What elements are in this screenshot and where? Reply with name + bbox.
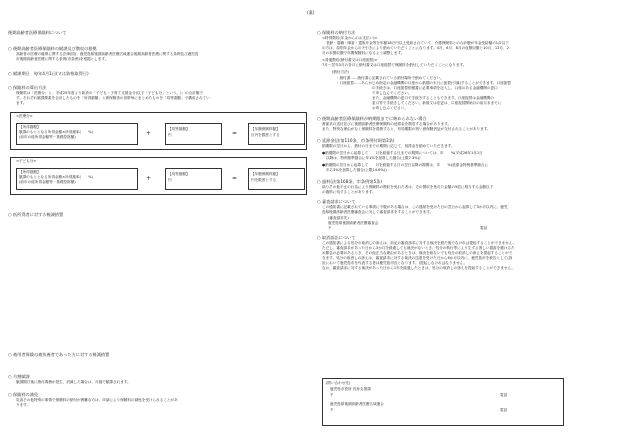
late-fee-bullet-cont: 年7.3%を加算した割合(上限14.6%)): [326, 168, 387, 172]
penalty-line: 偽りその他不正の行為により保険料の徴収を免れた者は、その徴収を免れた金額の5倍に相当する金額以下: [322, 185, 494, 189]
annual-premium-limit: 円を限度とする: [251, 178, 277, 182]
lawsuit-title: ○ 取消訴訟について: [317, 235, 356, 240]
payment-option-debit-line: の手続きは、口座振替依頼書に必要事項を記入し、口座のある金融機関の窓口: [372, 86, 498, 90]
overdue-title: ○ 後期高齢者医療保険料が納期限までに納められない場合: [317, 116, 427, 121]
formula-box-children-label: <子ども分>: [16, 159, 37, 163]
section-basis-line: 市後期高齢者医療に関する条例(市条例)を根拠とします。: [16, 57, 109, 61]
payment-option-debit-line: お申し込みください。: [372, 106, 408, 110]
special-collection-line: の方は、原則年金からの天引きにより納めていただくことになります。4月、6月、8月の仮徴収額と10月、12月、2: [322, 46, 509, 50]
appeal-title: ○ 審査請求について: [317, 199, 356, 204]
section-reduction-line: 災害その他特別の事情で保険料の納付が困難な方は、申請により保険料の減免を受けられることがあ: [16, 398, 178, 402]
late-fee-title: ○ 延滞金(法第110条、市条例付則第3条): [317, 138, 395, 143]
appeal-line: この通知書に記載されている事項に不服がある場合は、この通知を受けた日の翌日から起算して3か月以内に、鹿児: [322, 205, 508, 209]
special-collection-line: 月の本徴収額で年間保険料になるよう調整します。: [322, 51, 405, 55]
appeal-destination-name: 鹿児島県後期高齢者医療審査会: [328, 221, 379, 225]
lawsuit-line: きます。処分の取消しの訴えは、審査請求に対する裁決の送達を受けた日から6か月以内に、鹿児島市を被告として(訴: [322, 256, 513, 260]
per-capita-title: 【均等割額】: [168, 172, 190, 176]
annual-premium-title: 【年額保険料額】: [251, 172, 280, 176]
contact-title: (問い合わせ先): [326, 381, 351, 385]
contact-city-postal: 〒: [330, 393, 334, 397]
income-levy-title: 【所得割額】: [19, 170, 41, 174]
payment-option-debit: ・口座振替……あらかじめ指定の金融機関の口座から納期の末日に振替(引落)することができます。口座振替: [336, 81, 512, 85]
formula-box-medical-label: <医療分>: [16, 114, 33, 118]
section-monthly-levy-title: ○ 月割賦課: [8, 374, 30, 379]
per-capita-amount: 円: [168, 178, 172, 182]
section-reduction-line: ります。: [16, 403, 31, 407]
appeal-line: 島県後期高齢者医療審査会に対して審査請求をすることができます。: [322, 210, 434, 214]
annual-premium-limit: 百円を限度とする: [251, 133, 280, 137]
ordinary-collection-line: 7月～翌年3月の各月に納付書又は口座振替で保険料を納付していただくことになります。: [322, 63, 467, 67]
income-levy-formula: 賦課のもととなる所得金額×所得割率( %): [19, 130, 93, 134]
contact-org-union: 鹿児島県後期高齢者医療広域連合: [330, 402, 384, 406]
lawsuit-line: 訟において鹿児島市を代表する者は鹿児島市長となります。)提起しなければなりません。: [322, 261, 468, 265]
section-calc-title: ○ 保険料の算出方法: [8, 85, 47, 90]
contact-union-postal: 〒: [330, 408, 334, 412]
section-basis-title: ○ 後期高齢者医療保険料の賦課及び徴収の根拠: [8, 46, 97, 51]
late-fee-bullet: ●納期限の翌日から起算して 月を経過する日の翌日以降の期間は、年 %(延滞金特例基準割合に: [322, 163, 489, 167]
income-levy-formula: 賦課のもととなる所得金額×所得割率( %): [19, 175, 93, 179]
section-reduction-title: ○ 保険料の減免: [8, 392, 39, 397]
payment-option-debit-line: で申し込んでください。: [372, 91, 412, 95]
payment-option-debit-line: 窓口等で手続きしてください。新規又は変更は、口座振替開始月の前月末までに: [372, 101, 502, 105]
equals-icon: =: [232, 175, 238, 182]
payment-method-title: ○ 保険料の納付方法: [317, 30, 356, 35]
late-fee-bullet: ●納期限の翌日から起算して 月を経過する日までの期間については、年 %(平成26年1月1日: [322, 151, 483, 155]
lawsuit-line: なお、審査請求に対する裁決があった日から1年を経過したときは、処分の取消しの訴えを提起することができません。: [322, 266, 515, 270]
section-calc-line: す。それぞれ賦課要素を合計したものを「所得割額」と被保険者の世帯毎にまとめたものを「均等割額」で構成されてい: [16, 96, 210, 100]
contact-org-city: 鹿児島市役所 長寿支援課: [330, 387, 371, 391]
penalty-line: の過料に処することがあります。: [322, 190, 376, 194]
contact-union-phone: 電話: [500, 408, 508, 412]
section-calc-line: ます。: [16, 101, 27, 105]
section-basis-line: 高齢者の医療の確保に関する法律(国)、鹿児島県後期高齢者医療広域連合後期高齢者医療に関する条例及び鹿児島: [16, 52, 199, 56]
appeal-destination-label: (審査請求先): [328, 216, 349, 220]
intro-heading: 後期高齢者医療保険料について: [8, 30, 67, 35]
section-low-income-relief: ○ 低所得者に対する軽減措置: [8, 212, 64, 217]
lawsuit-line: この通知書による処分の取消しの訴えは、前記の審査請求に対する裁決を経た後でなければ提起することができません。: [322, 241, 517, 245]
payment-options-title: (納付方法): [332, 70, 350, 74]
section-calc-line: 保険料は「医療分」と、平成20年度より新設の「子ども・子育て支援金分(以下「子ども分」という。)」の合計額で: [16, 91, 204, 95]
late-fee-bullet-cont: 以降は、特例基準割合に年1%を加算した割合(上限7.3%)): [326, 156, 421, 160]
page-label: (裏): [307, 10, 315, 15]
special-collection-line: 老齢・退職・障害・遺族年金等を年額18万円以上受給されていて、介護保険料との合計額が年金受給額の1/2以下: [326, 41, 509, 45]
annual-premium-title: 【年額保険料額】: [251, 127, 280, 131]
lawsuit-line: め緊急の必要があるとき、その他正当な理由があるときは、裁決を経ないでも処分の取消しの訴えを提起することがで: [322, 251, 513, 255]
equals-icon: =: [232, 130, 238, 137]
overdue-line: また、特別な理由がなく保険料を滞納すると、有効期限の短い被保険者証が交付されることがあります。: [322, 127, 491, 131]
contact-city-phone: 電話: [500, 393, 508, 397]
ordinary-collection-heading: <普通徴収(納付書又は口座振替)>: [322, 58, 378, 62]
lawsuit-line: ただし、審査請求があった日から3か月を経過しても裁決がないとき、処分の執行等により生ずる著しい損害を避けるた: [322, 246, 515, 250]
section-dependent-relief: ○ 被用者保険の被扶養者であった方に対する軽減措置: [8, 352, 110, 357]
income-levy-title: 【所得割額】: [19, 125, 41, 129]
income-levy-note: (前年の総所得金額等－基礎控除額): [19, 180, 76, 184]
payment-option-slip: ・納付書……納付書に記載されている納付場所で納めてください。: [336, 76, 444, 80]
late-fee-line: 納期限の翌日から、納付の日までの期間に応じて、延滞金を納めていただきます。: [322, 144, 455, 148]
penalty-title: ○ 過料(法第168条、市条例第5条): [317, 179, 382, 184]
section-assessment-date: ○ 賦課期日 毎年4月1日(又は資格取得日): [8, 71, 89, 76]
special-collection-heading: <特別徴収(年金からのお支払い)>: [322, 36, 378, 40]
section-monthly-levy-line: 賦課期日後に納付義務が発生、消滅した場合は、月割で賦課されます。: [16, 380, 131, 384]
appeal-postal-code: 〒: [328, 226, 332, 230]
per-capita-amount: 円: [168, 133, 172, 137]
overdue-line: 督促状の送付並びに後期高齢者医療保険料の延滞金を徴収する場合があります。: [322, 122, 452, 126]
appeal-phone: 電話: [480, 226, 488, 230]
per-capita-title: 【均等割額】: [168, 127, 190, 131]
plus-icon: +: [146, 130, 152, 137]
income-levy-note: (前年の総所得金額等－基礎控除額): [19, 135, 76, 139]
plus-icon: +: [146, 175, 152, 182]
payment-option-debit-line: また、金融機関の窓口で手続きすることもできます。口座振替は金融機関の: [372, 96, 494, 100]
